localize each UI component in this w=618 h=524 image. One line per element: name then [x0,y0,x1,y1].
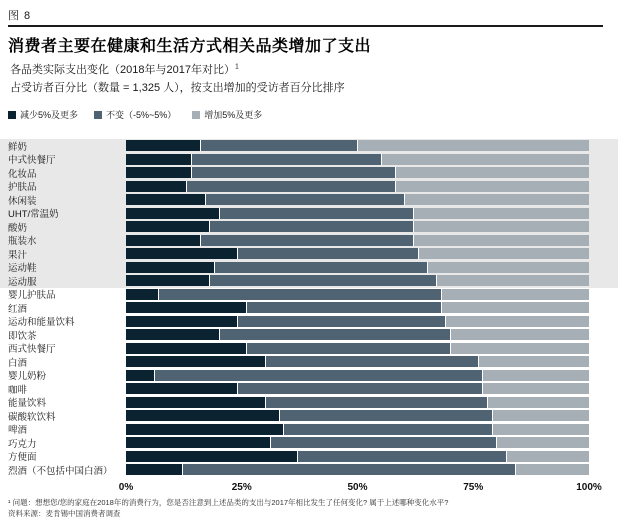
bar-segment-increase [441,289,589,300]
bar-segment-flat [283,424,491,435]
legend-label: 减少5%及更多 [20,110,79,120]
stacked-bar [126,329,589,340]
bar-segment-flat [246,343,450,354]
bar-segment-decrease [126,370,154,381]
stacked-bar [126,370,589,381]
stacked-bar [126,464,589,475]
bar-segment-flat [237,383,482,394]
bar-segment-decrease [126,383,237,394]
stacked-bar [126,343,589,354]
bar-segment-increase [482,383,588,394]
bar-segment-flat [237,316,445,327]
bar-segment-flat [246,302,440,313]
subtitle-text: 各品类实际支出变化（2018年与2017年对比） [10,64,235,76]
bar-segment-decrease [126,329,219,340]
stacked-bar [126,356,589,367]
category-label: 咖啡 [8,384,28,396]
chart-row [0,436,618,450]
x-tick-label: 75% [463,482,484,493]
subtitle-superscript: 1 [234,63,239,71]
legend-swatch-icon [94,111,102,119]
footnotes [8,497,612,519]
figure-label: 图 8 [8,10,32,22]
bar-segment-decrease [126,140,200,151]
category-label: 中式快餐厅 [8,155,56,167]
chart-row [0,423,618,437]
category-label: 红酒 [8,303,28,315]
stacked-bar [126,451,589,462]
stacked-bar [126,424,589,435]
chart-row [0,207,618,221]
bar-segment-decrease [126,208,219,219]
category-label: 婴儿护肤品 [8,290,56,302]
chart-row [0,139,618,153]
bar-segment-flat [209,221,413,232]
bar-segment-flat [191,154,381,165]
stacked-bar [126,437,589,448]
chart-row [0,261,618,275]
category-label: 果汁 [8,249,28,261]
stacked-bar [126,154,589,165]
bar-segment-decrease [126,181,186,192]
chart-row [0,166,618,180]
stacked-bar [126,194,589,205]
bar-segment-increase [487,397,589,408]
page-title: 消费者主要在健康和生活方式相关品类增加了支出 [8,38,372,55]
bar-segment-decrease [126,221,209,232]
bar-segment-increase [450,343,589,354]
chart-row [0,342,618,356]
chart-row [0,247,618,261]
legend-label: 增加5%及更多 [204,110,263,120]
chart-row [0,396,618,410]
category-label: 休闲装 [8,195,37,207]
chart-row [0,369,618,383]
bar-segment-increase [395,167,589,178]
bar-segment-flat [209,275,436,286]
bar-segment-decrease [126,356,265,367]
bar-segment-flat [158,289,440,300]
category-label: 婴儿奶粉 [8,371,47,383]
bar-segment-increase [496,437,589,448]
stacked-bar [126,289,589,300]
chart-row [0,450,618,464]
x-axis [118,482,602,494]
chart-row [0,355,618,369]
legend-item-increase [192,108,262,121]
stacked-bar [126,410,589,421]
category-label: 白酒 [8,357,28,369]
chart-row [0,153,618,167]
chart-rows [0,139,618,477]
bar-segment-decrease [126,343,246,354]
bar-segment-increase [404,194,589,205]
chart-row [0,288,618,302]
legend [8,108,262,121]
bar-segment-increase [492,410,589,421]
bar-segment-flat [205,194,404,205]
category-label: 烈酒（不包括中国白酒） [8,465,113,477]
stacked-bar [126,140,589,151]
bar-segment-decrease [126,316,237,327]
bar-segment-increase [395,181,589,192]
bar-segment-increase [478,356,589,367]
x-tick-label: 100% [576,482,602,493]
bar-segment-decrease [126,302,246,313]
bar-segment-increase [413,208,589,219]
legend-swatch-icon [192,111,200,119]
bar-segment-increase [515,464,589,475]
category-label: 能量饮料 [8,398,47,410]
bar-segment-increase [357,140,589,151]
category-label: 化妆品 [8,168,37,180]
stacked-bar [126,167,589,178]
category-label: 运动服 [8,276,37,288]
bar-segment-flat [270,437,497,448]
bar-segment-increase [427,262,589,273]
bar-segment-increase [381,154,589,165]
bar-segment-increase [436,275,589,286]
chart-row [0,409,618,423]
bar-segment-increase [418,248,589,259]
bar-segment-flat [279,410,492,421]
chart-row [0,301,618,315]
stacked-bar [126,262,589,273]
chart-row [0,180,618,194]
bar-segment-decrease [126,451,297,462]
bar-segment-flat [297,451,505,462]
bar-segment-increase [413,235,589,246]
bar-segment-decrease [126,262,214,273]
chart-row [0,382,618,396]
bar-segment-decrease [126,289,158,300]
bar-segment-decrease [126,464,182,475]
chart-row [0,234,618,248]
stacked-bar [126,221,589,232]
stacked-bar [126,275,589,286]
footnote-question: ¹ 问题：想想您/您的家庭在2018年的消费行为，您是否注意到上述品类的支出与2017年相比发生了任何变化? 属于上述哪种变化水平? [8,498,449,507]
bar-segment-flat [191,167,395,178]
category-label: 巧克力 [8,438,37,450]
bar-segment-decrease [126,235,200,246]
bar-segment-increase [413,221,589,232]
bar-segment-increase [441,302,589,313]
bar-segment-flat [219,329,451,340]
category-label: 运动和能量饮料 [8,317,75,329]
x-tick-label: 0% [118,482,134,493]
category-label: 啤酒 [8,425,28,437]
chart-subtitle-line1 [10,61,239,77]
stacked-bar [126,383,589,394]
bar-segment-decrease [126,194,205,205]
chart-row [0,463,618,477]
stacked-bar [126,235,589,246]
bar-segment-decrease [126,248,237,259]
stacked-bar [126,208,589,219]
category-label: UHT/常温奶 [8,209,59,221]
category-label: 运动鞋 [8,263,37,275]
x-tick-label: 50% [347,482,368,493]
legend-item-decrease [8,108,78,121]
bar-segment-decrease [126,275,209,286]
category-label: 瓶装水 [8,236,37,248]
category-label: 碳酸软饮料 [8,411,56,423]
legend-swatch-icon [8,111,16,119]
category-label: 方便面 [8,452,37,464]
category-label: 西式快餐厅 [8,344,56,356]
chart-subtitle-line2: 占受访者百分比（数量 = 1,325 人），按支出增加的受访者百分比排序 [10,82,345,94]
category-label: 鲜奶 [8,141,28,153]
legend-label: 不变（-5%~5%） [106,110,177,120]
chart-row [0,328,618,342]
category-label: 护肤品 [8,182,37,194]
chart-row [0,274,618,288]
stacked-bar [126,302,589,313]
bar-segment-flat [200,140,357,151]
footnote-source: 资料来源：麦肯锡中国消费者调查 [8,509,121,518]
bar-segment-increase [482,370,588,381]
bar-segment-increase [506,451,589,462]
chart-row [0,193,618,207]
bar-segment-increase [450,329,589,340]
bar-segment-decrease [126,154,191,165]
bar-segment-decrease [126,410,279,421]
category-label: 即饮茶 [8,330,37,342]
bar-segment-flat [265,397,487,408]
bar-segment-decrease [126,397,265,408]
bar-segment-decrease [126,167,191,178]
category-label: 酸奶 [8,222,28,234]
stacked-bar [126,181,589,192]
bar-segment-increase [445,316,589,327]
bar-segment-flat [265,356,478,367]
bar-segment-flat [154,370,483,381]
stacked-bar [126,397,589,408]
bar-segment-decrease [126,424,283,435]
legend-item-flat [94,108,176,121]
stacked-bar [126,248,589,259]
x-tick-label: 25% [231,482,252,493]
chart-row [0,220,618,234]
stacked-bar [126,316,589,327]
bar-segment-flat [237,248,418,259]
header-divider [8,25,603,27]
bar-segment-decrease [126,437,270,448]
bar-segment-flat [200,235,413,246]
chart-row [0,315,618,329]
bar-segment-flat [219,208,413,219]
bar-segment-flat [214,262,427,273]
bar-segment-increase [492,424,589,435]
bar-segment-flat [182,464,515,475]
bar-segment-flat [186,181,394,192]
